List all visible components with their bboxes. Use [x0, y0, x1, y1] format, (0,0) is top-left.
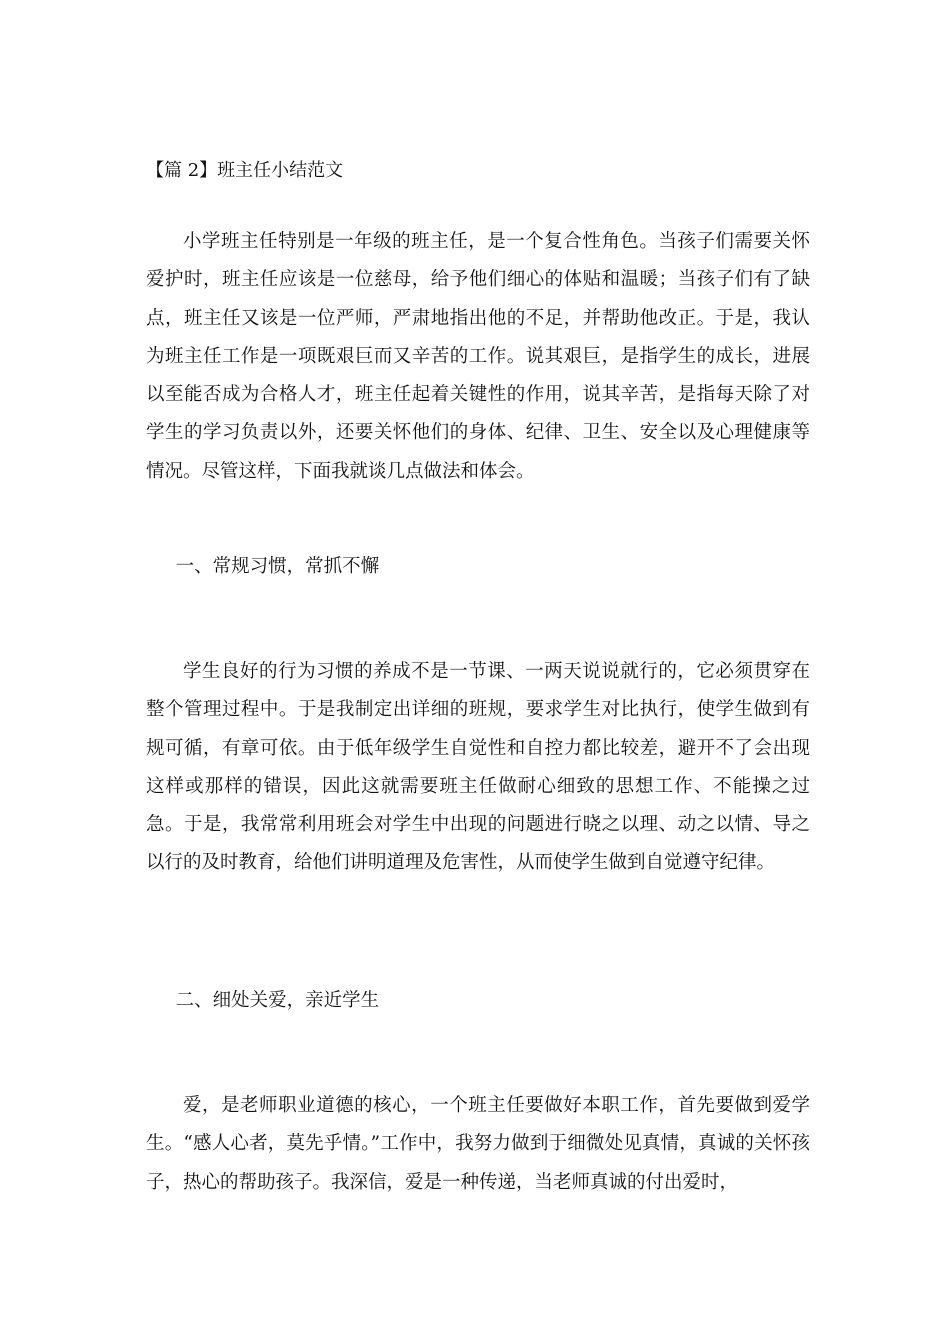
section-heading-1: 一、常规习惯，常抓不懈 [175, 556, 380, 577]
paragraph-intro: 小学班主任特别是一年级的班主任，是一个复合性角色。当孩子们需要关怀爱护时，班主任应该是一位慈母，给予他们细心的体贴和温暖；当孩子们有了缺点，班主任又该是一位严师，严肃地指出他的不足，并帮助他改正。于是，我认为班主任工作是一项既艰巨而又辛苦的工作。说其艰巨，是指学生的成长，进展以至能否成为合格人才，班主任起着关键性的作用，说其辛苦，是指每天除了对学生的学习负责以外，还要关怀他们的身体、纪律、卫生、安全以及心理健康等情况。尽管这样，下面我就谈几点做法和体会。 [146, 231, 810, 482]
paragraph-care: 爱，是老师职业道德的核心，一个班主任要做好本职工作，首先要做到爱学生。“感人心者，莫先乎情。”工作中，我努力做到于细微处见真情，真诚的关怀孩子，热心的帮助孩子。我深信，爱是一种传递，当老师真诚的付出爱时， [146, 1095, 810, 1193]
section-heading-2: 二、细处关爱，亲近学生 [175, 990, 380, 1011]
paragraph-habits: 学生良好的行为习惯的养成不是一节课、一两天说说就行的，它必须贯穿在整个管理过程中。于是我制定出详细的班规，要求学生对比执行，使学生做到有规可循，有章可依。由于低年级学生自觉性和自控力都比较差，避开不了会出现这样或那样的错误，因此这就需要班主任做耐心细致的思想工作、不能操之过急。于是，我常常利用班会对学生中出现的问题进行晓之以理、动之以情、导之以行的及时教育，给他们讲明道理及危害性，从而使学生做到自觉遵守纪律。 [146, 661, 810, 874]
document-title: 【篇 2】班主任小结范文 [146, 160, 344, 181]
